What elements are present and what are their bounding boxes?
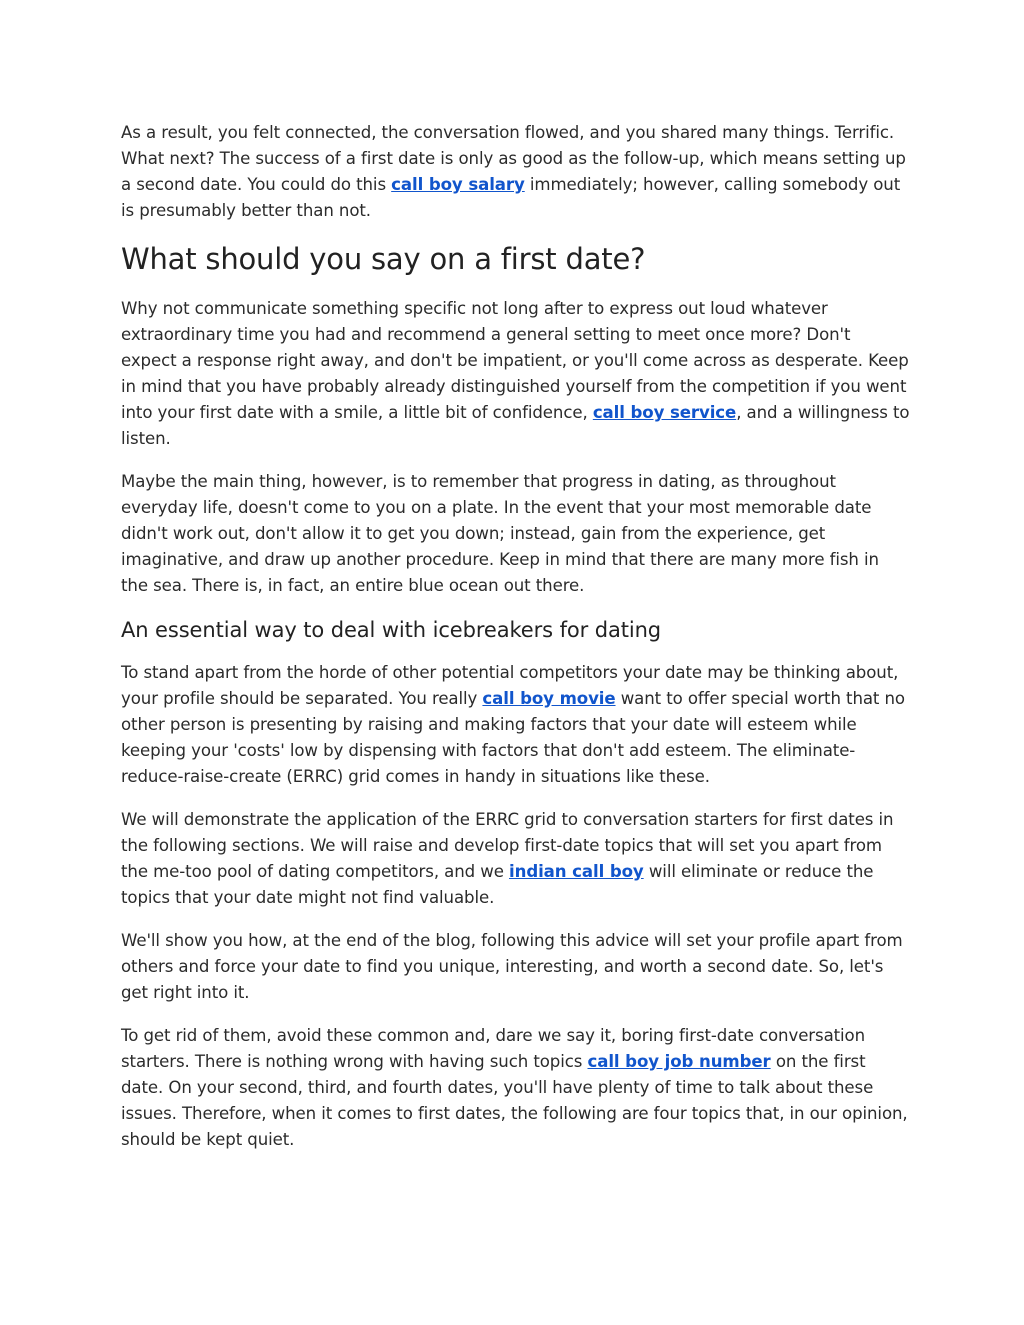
paragraph-text: immediately; however, calling somebody out is presumably better than not.: [121, 175, 901, 220]
paragraph-stand-apart: [121, 660, 911, 790]
link-call-boy-movie[interactable]: call boy movie: [482, 689, 616, 708]
link-call-boy-job-number[interactable]: call boy job number: [587, 1052, 771, 1071]
paragraph-get-rid: [121, 1023, 911, 1153]
document-page: [121, 120, 911, 1170]
paragraph-text: want to offer special worth that no other person is presenting by raising and making factors that your date will esteem while keeping your 'costs' low by dispensing with factors that don't add esteem. The eliminate-reduce-raise-create (ERRC) grid comes in handy in situations like these.: [121, 689, 905, 786]
paragraph-text: Why not communicate something specific not long after to express out loud whatever extraordinary time you had and recommend a general setting to meet once more? Don't expect a response right away, and don't be impatient, or you'll come across as desperate. Keep in mind that you have probably already distinguished yourself from the competition if you went into your first date with a smile, a little bit of confidence,: [121, 299, 909, 422]
paragraph-text: To stand apart from the horde of other potential competitors your date may be thinking about, your profile should be separated. You really: [121, 663, 899, 708]
paragraph-text: , and a willingness to listen.: [121, 403, 910, 448]
paragraph-intro: [121, 120, 911, 224]
link-indian-call-boy[interactable]: indian call boy: [509, 862, 644, 881]
link-call-boy-salary[interactable]: call boy salary: [391, 175, 525, 194]
paragraph-text: As a result, you felt connected, the conversation flowed, and you shared many things. Terrific. What next? The success of a first date is only as good as the follow-up, which means setting up a second date. You could do this: [121, 123, 906, 194]
paragraph-text: We will demonstrate the application of the ERRC grid to conversation starters for first dates in the following sections. We will raise and develop first-date topics that will set you apart from the me-too pool of dating competitors, and we: [121, 810, 894, 881]
paragraph-text: will eliminate or reduce the topics that your date might not find valuable.: [121, 862, 874, 907]
paragraph-progress: Maybe the main thing, however, is to remember that progress in dating, as throughout everyday life, doesn't come to you on a plate. In the event that your most memorable date didn't work out, don't allow it to get you down; instead, gain from the experience, get imaginative, and draw up another procedure. Keep in mind that there are many more fish in the sea. There is, in fact, an entire blue ocean out there.: [121, 472, 879, 595]
link-call-boy-service[interactable]: call boy service: [592, 403, 737, 422]
heading-first-date: What should you say on a first date?: [121, 242, 646, 276]
paragraph-text: To get rid of them, avoid these common and, dare we say it, boring first-date conversation starters. There is nothing wrong with having such topics: [121, 1026, 866, 1071]
paragraph-communicate: [121, 296, 911, 452]
paragraph-text: on the first date. On your second, third, and fourth dates, you'll have plenty of time to talk about these issues. Therefore, when it comes to first dates, the following are four topics that, in our opinion, should be kept quiet.: [121, 1052, 908, 1149]
paragraph-errc-grid: [121, 807, 911, 911]
paragraph-show-you: We'll show you how, at the end of the blog, following this advice will set your profile apart from others and force your date to find you unique, interesting, and worth a second date. So, let's get right into it.: [121, 931, 903, 1002]
heading-icebreakers: An essential way to deal with icebreakers for dating: [121, 618, 662, 642]
